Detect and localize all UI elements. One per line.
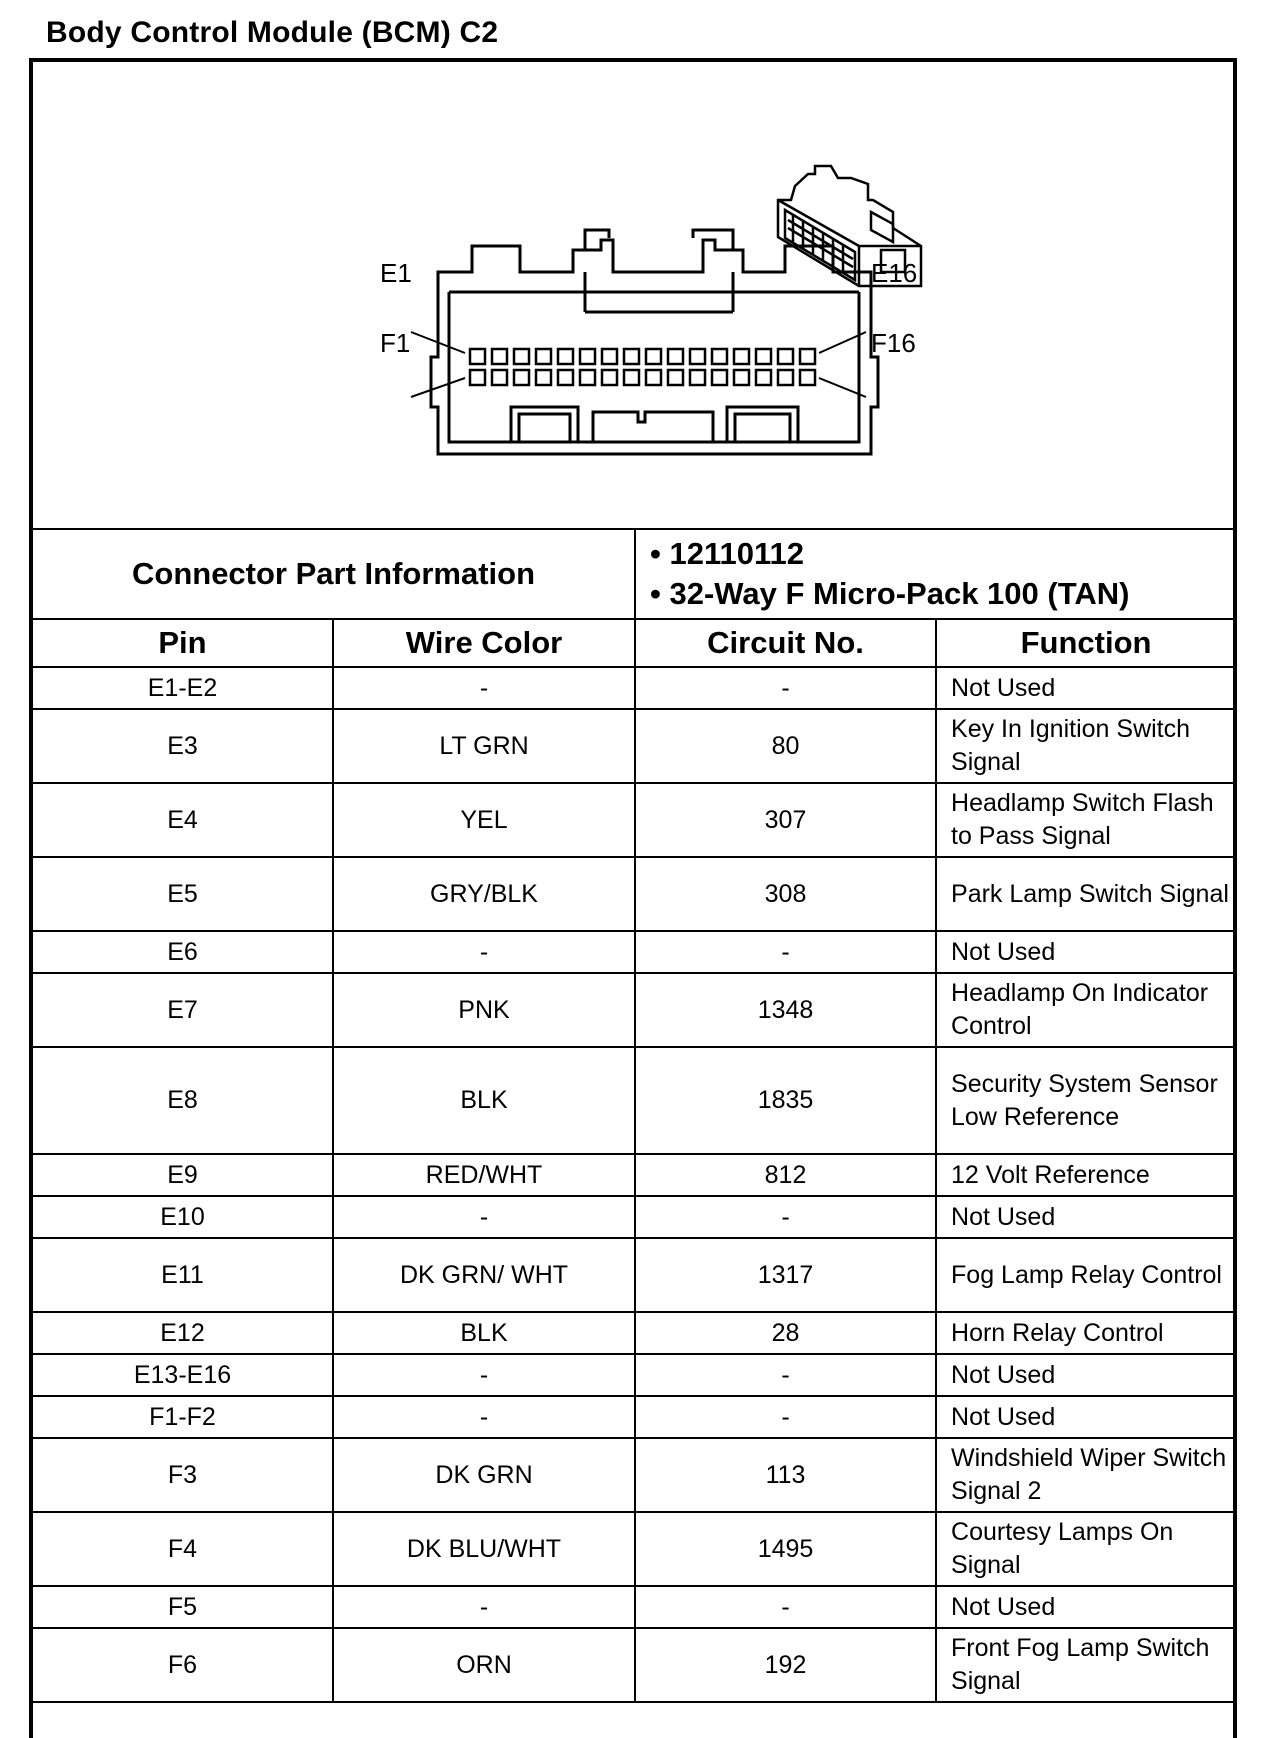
cell-function: Not Used	[936, 1354, 1236, 1396]
table-row	[32, 1312, 1236, 1354]
cell-circuit-no: -	[635, 931, 936, 973]
cell-function: Not Used	[936, 1196, 1236, 1238]
cell-function: Not Used	[936, 1396, 1236, 1438]
cell-pin: F5	[32, 1586, 333, 1628]
cell-pin: E3	[32, 709, 333, 783]
connector-body-outline	[431, 240, 878, 454]
connector-face-drawing	[33, 62, 1233, 528]
cell-circuit-no: -	[635, 1196, 936, 1238]
cell-pin: F6	[32, 1628, 333, 1702]
connector-diagram	[33, 62, 1233, 528]
table-row	[32, 783, 1236, 857]
cell-circuit-no: 1835	[635, 1047, 936, 1154]
connector-bottom-key-right	[727, 407, 798, 442]
cell-wire-color: BLK	[333, 1312, 635, 1354]
cell-wire-color: DK BLU/WHT	[333, 1512, 635, 1586]
cell-wire-color: BLK	[333, 1047, 635, 1154]
cell-circuit-no: 307	[635, 783, 936, 857]
table-row	[32, 857, 1236, 931]
cell-pin: E1-E2	[32, 667, 333, 709]
table-row	[32, 1196, 1236, 1238]
table-row	[32, 1512, 1236, 1586]
cell-function: Front Fog Lamp Switch Signal	[936, 1628, 1236, 1702]
cell-circuit-no: 80	[635, 709, 936, 783]
cell-pin: E7	[32, 973, 333, 1047]
cell-function: Headlamp Switch Flash to Pass Signal	[936, 783, 1236, 857]
cell-circuit-no: 113	[635, 1438, 936, 1512]
cell-function: Horn Relay Control	[936, 1312, 1236, 1354]
connector-part-info-row	[32, 529, 1236, 619]
cell-function: 12 Volt Reference	[936, 1154, 1236, 1196]
table-row	[32, 973, 1236, 1047]
cell-wire-color: LT GRN	[333, 709, 635, 783]
cell-wire-color: -	[333, 1354, 635, 1396]
connector-type: • 32-Way F Micro-Pack 100 (TAN)	[650, 576, 1130, 611]
cell-function: Not Used	[936, 1586, 1236, 1628]
cell-function: Key In Ignition Switch Signal	[936, 709, 1236, 783]
table-row	[32, 1047, 1236, 1154]
cell-pin: F4	[32, 1512, 333, 1586]
cell-circuit-no: 1495	[635, 1512, 936, 1586]
label-f16: F16	[871, 328, 916, 358]
header-wire-color: Wire Color	[333, 619, 635, 667]
cell-circuit-no: 192	[635, 1628, 936, 1702]
pinout-table	[31, 528, 1237, 1703]
cell-wire-color: -	[333, 1586, 635, 1628]
cell-circuit-no: 28	[635, 1312, 936, 1354]
cell-pin: F3	[32, 1438, 333, 1512]
table-row	[32, 1238, 1236, 1312]
cell-circuit-no: -	[635, 1586, 936, 1628]
cell-function: Park Lamp Switch Signal	[936, 857, 1236, 931]
label-e1: E1	[380, 258, 412, 288]
cell-circuit-no: 812	[635, 1154, 936, 1196]
cell-circuit-no: 308	[635, 857, 936, 931]
header-function: Function	[936, 619, 1236, 667]
table-row	[32, 1628, 1236, 1702]
cell-circuit-no: 1348	[635, 973, 936, 1047]
table-row	[32, 1396, 1236, 1438]
connector-part-info-values	[635, 529, 1236, 619]
page-title: Body Control Module (BCM) C2	[46, 16, 499, 49]
table-row	[32, 709, 1236, 783]
cell-wire-color: -	[333, 931, 635, 973]
cell-wire-color: RED/WHT	[333, 1154, 635, 1196]
part-number: • 12110112	[650, 536, 804, 571]
cell-pin: E10	[32, 1196, 333, 1238]
cell-wire-color: YEL	[333, 783, 635, 857]
connector-bottom-key-left	[511, 407, 578, 442]
cell-circuit-no: -	[635, 667, 936, 709]
cell-pin: E11	[32, 1238, 333, 1312]
cell-wire-color: ORN	[333, 1628, 635, 1702]
pin-row-f	[470, 370, 815, 385]
cell-circuit-no: -	[635, 1396, 936, 1438]
cell-wire-color: -	[333, 667, 635, 709]
cell-pin: E6	[32, 931, 333, 973]
table-row	[32, 1154, 1236, 1196]
table-row	[32, 1438, 1236, 1512]
cell-wire-color: DK GRN/ WHT	[333, 1238, 635, 1312]
pin-row-e	[470, 349, 815, 364]
cell-circuit-no: 1317	[635, 1238, 936, 1312]
cell-wire-color: PNK	[333, 973, 635, 1047]
cell-pin: F1-F2	[32, 1396, 333, 1438]
cell-pin: E8	[32, 1047, 333, 1154]
table-row	[32, 667, 1236, 709]
cell-function: Not Used	[936, 931, 1236, 973]
cell-pin: E9	[32, 1154, 333, 1196]
cell-function: Security System Sensor Low Reference	[936, 1047, 1236, 1154]
cell-function: Not Used	[936, 667, 1236, 709]
cell-function: Fog Lamp Relay Control	[936, 1238, 1236, 1312]
header-circuit-no: Circuit No.	[635, 619, 936, 667]
table-header-row	[32, 619, 1236, 667]
header-pin: Pin	[32, 619, 333, 667]
table-row	[32, 1586, 1236, 1628]
cell-circuit-no: -	[635, 1354, 936, 1396]
cell-wire-color: -	[333, 1196, 635, 1238]
cell-function: Windshield Wiper Switch Signal 2	[936, 1438, 1236, 1512]
cell-pin: E4	[32, 783, 333, 857]
table-row	[32, 1354, 1236, 1396]
cell-pin: E12	[32, 1312, 333, 1354]
connector-part-info-label: Connector Part Information	[32, 529, 635, 619]
table-row	[32, 931, 1236, 973]
cell-wire-color: DK GRN	[333, 1438, 635, 1512]
label-f1: F1	[380, 328, 411, 358]
cell-wire-color: GRY/BLK	[333, 857, 635, 931]
cell-wire-color: -	[333, 1396, 635, 1438]
cell-function: Headlamp On Indicator Control	[936, 973, 1236, 1047]
cell-pin: E13-E16	[32, 1354, 333, 1396]
label-e16: E16	[871, 258, 918, 288]
cell-pin: E5	[32, 857, 333, 931]
cell-function: Courtesy Lamps On Signal	[936, 1512, 1236, 1586]
